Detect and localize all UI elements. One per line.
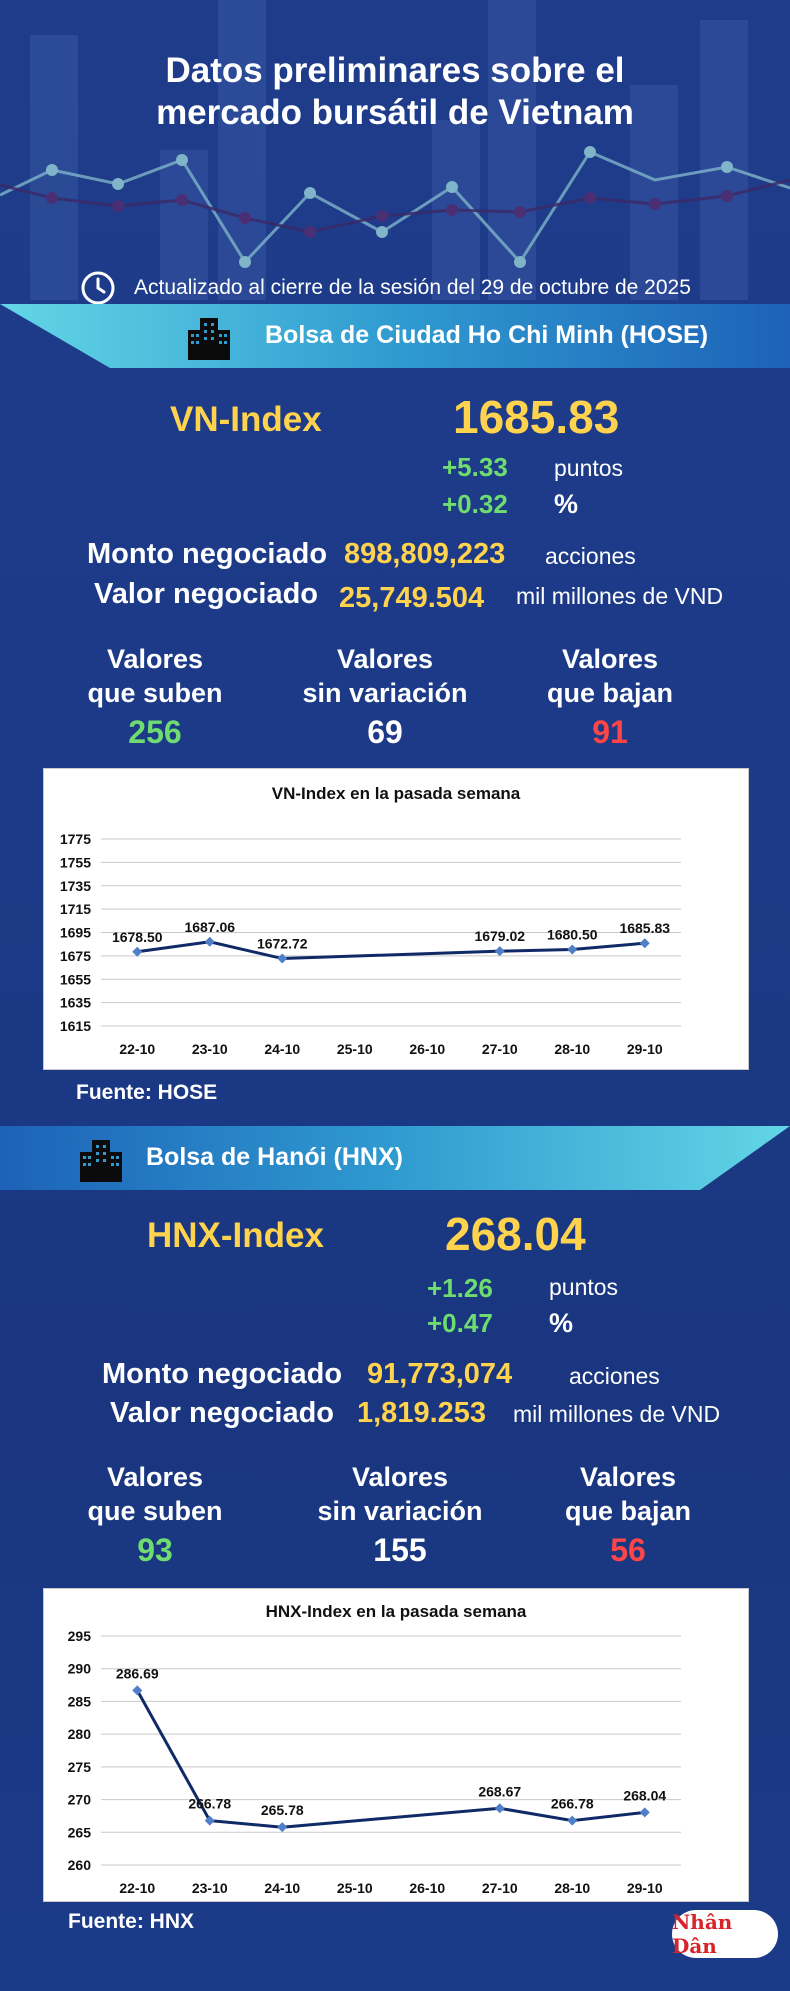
vn-stat-flat-label-1: Valores	[336, 644, 434, 674]
vn-ytick-label: 1675	[59, 947, 91, 964]
vn-data-point	[132, 947, 142, 957]
hnx-stat-flat-label-2: sin variación	[317, 1496, 483, 1526]
hnx-source: Fuente: HNX	[68, 1910, 194, 1933]
hnx-stat-flat-label-1: Valores	[351, 1462, 449, 1492]
vn-index-chart-svg	[44, 769, 748, 1069]
hnx-xtick-label: 24-10	[264, 1880, 301, 1896]
page-title	[0, 50, 790, 134]
hnx-stat-down-label-2: que bajan	[564, 1496, 692, 1526]
building-icon	[186, 314, 232, 360]
vn-value-value: 25,749.504	[339, 582, 485, 614]
vn-ytick-label: 1735	[59, 877, 91, 894]
vn-chart-title: VN-Index en la pasada semana	[271, 784, 521, 803]
hnx-value-value: 1,819.253	[357, 1397, 487, 1429]
vn-stat-down-label-1: Valores	[561, 644, 659, 674]
vn-stat-flat-count: 69	[367, 714, 403, 750]
hnx-data-label: 266.78	[550, 1795, 594, 1812]
hnx-index-value: 268.04	[445, 1208, 586, 1260]
hnx-percent-label: %	[549, 1308, 574, 1338]
hnx-stat-up-label-1: Valores	[106, 1462, 204, 1492]
vn-data-point	[640, 938, 650, 948]
vn-data-point	[495, 946, 505, 956]
vn-percent-label: %	[554, 489, 579, 519]
vn-xtick-label: 23-10	[191, 1041, 228, 1057]
vn-stat-up-label-1: Valores	[106, 644, 204, 674]
hnx-stat-up-label-2: que suben	[87, 1496, 223, 1526]
building-icon	[78, 1136, 124, 1182]
vn-index-value: 1685.83	[453, 391, 620, 443]
vn-index-chart	[43, 768, 749, 1070]
vn-points-label: puntos	[554, 455, 624, 481]
hose-band-title: Bolsa de Ciudad Ho Chi Minh (HOSE)	[265, 321, 709, 349]
vn-xtick-label: 26-10	[409, 1041, 446, 1057]
hnx-value-unit: mil millones de VND	[513, 1401, 721, 1427]
hnx-xtick-label: 22-10	[119, 1880, 156, 1896]
hnx-ytick-label: 265	[67, 1824, 91, 1841]
hnx-ytick-label: 295	[67, 1628, 91, 1644]
clock-icon	[80, 270, 116, 306]
hnx-band	[0, 1126, 790, 1190]
vn-xtick-label: 29-10	[626, 1041, 663, 1057]
vn-data-label: 1678.50	[111, 928, 163, 945]
hnx-data-point	[495, 1803, 505, 1813]
title-line-2: mercado bursátil de Vietnam	[156, 93, 634, 132]
vn-data-label: 1679.02	[474, 928, 526, 945]
hnx-ytick-label: 290	[67, 1660, 91, 1677]
vn-data-label: 1680.50	[546, 926, 598, 943]
hnx-ytick-label: 270	[67, 1791, 91, 1808]
vn-data-point	[567, 944, 577, 954]
hnx-data-point	[567, 1816, 577, 1826]
hnx-data-label: 266.78	[188, 1795, 232, 1812]
vn-data-label: 1672.72	[256, 935, 308, 952]
vn-change-percent: +0.32	[442, 489, 508, 519]
vn-xtick-label: 28-10	[554, 1041, 591, 1057]
hnx-index-chart-svg	[44, 1589, 748, 1901]
vn-xtick-label: 25-10	[336, 1041, 373, 1057]
hnx-xtick-label: 28-10	[554, 1880, 591, 1896]
hnx-points-label: puntos	[549, 1274, 619, 1300]
hnx-ytick-label: 285	[67, 1693, 91, 1710]
vn-xtick-label: 24-10	[264, 1041, 301, 1057]
hnx-stat-down-label-1: Valores	[579, 1462, 677, 1492]
hero-decoration	[0, 0, 790, 300]
updated-row	[80, 270, 691, 306]
vn-stat-flat-label-2: sin variación	[302, 678, 468, 708]
vn-ytick-label: 1695	[59, 924, 91, 941]
hnx-data-label: 286.69	[115, 1665, 159, 1682]
hnx-data-point	[640, 1807, 650, 1817]
hnx-stat-flat-count: 155	[373, 1532, 427, 1568]
vn-data-point	[277, 954, 287, 964]
vn-xtick-label: 27-10	[481, 1041, 518, 1057]
hnx-volume-unit: acciones	[569, 1363, 660, 1389]
vn-xtick-label: 22-10	[119, 1041, 156, 1057]
vn-data-label: 1685.83	[619, 920, 671, 937]
vn-stat-down	[495, 642, 725, 751]
nhan-dan-logo	[672, 1910, 778, 1958]
hnx-xtick-label: 29-10	[626, 1880, 663, 1896]
updated-text: Actualizado al cierre de la sesión del 29 de octubre de 2025	[134, 276, 691, 299]
vn-ytick-label: 1655	[59, 971, 91, 988]
hnx-chart-title: HNX-Index en la pasada semana	[265, 1602, 527, 1621]
vn-stat-down-label-2: que bajan	[546, 678, 674, 708]
hnx-data-point	[277, 1822, 287, 1832]
hnx-volume-value: 91,773,074	[367, 1358, 513, 1390]
hnx-band-title: Bolsa de Hanói (HNX)	[146, 1143, 403, 1171]
hnx-ytick-label: 275	[67, 1758, 91, 1775]
hnx-value-label: Valor negociado	[110, 1397, 334, 1429]
vn-stat-down-count: 91	[592, 714, 628, 750]
hnx-change-points: +1.26	[427, 1273, 493, 1303]
vn-volume-label: Monto negociado	[87, 538, 328, 570]
vn-data-label: 1687.06	[184, 918, 236, 935]
vn-ytick-label: 1615	[59, 1018, 91, 1034]
hnx-xtick-label: 26-10	[409, 1880, 446, 1896]
vn-stat-flat	[270, 642, 500, 751]
vn-stat-up-label-2: que suben	[87, 678, 223, 708]
vn-value-label: Valor negociado	[94, 578, 318, 610]
vn-value-unit: mil millones de VND	[516, 583, 724, 609]
hnx-change-percent: +0.47	[427, 1308, 493, 1338]
vn-ytick-label: 1775	[59, 831, 91, 847]
hnx-xtick-label: 27-10	[481, 1880, 518, 1896]
title-line-1: Datos preliminares sobre el	[165, 51, 625, 90]
hose-source: Fuente: HOSE	[76, 1081, 218, 1104]
vn-ytick-label: 1755	[59, 854, 91, 871]
vn-volume-unit: acciones	[545, 543, 636, 569]
vn-stat-up-count: 256	[128, 714, 182, 750]
hnx-xtick-label: 23-10	[191, 1880, 228, 1896]
vn-ytick-label: 1635	[59, 994, 91, 1011]
hnx-ytick-label: 260	[67, 1857, 91, 1873]
hnx-data-label: 268.04	[623, 1787, 667, 1804]
vn-ytick-label: 1715	[59, 901, 91, 918]
hnx-volume-label: Monto negociado	[102, 1358, 343, 1390]
vn-data-point	[205, 937, 215, 947]
hnx-xtick-label: 25-10	[336, 1880, 373, 1896]
hnx-index-chart	[43, 1588, 749, 1902]
logo-text: Nhân Dân	[672, 1910, 733, 1958]
hnx-ytick-label: 280	[67, 1726, 91, 1743]
hnx-stat-flat	[285, 1460, 515, 1569]
hose-band	[0, 304, 790, 368]
vn-volume-value: 898,809,223	[344, 538, 506, 570]
hnx-stat-up	[40, 1460, 270, 1569]
hnx-data-label: 268.67	[478, 1783, 522, 1800]
hnx-stat-down-count: 56	[610, 1532, 646, 1568]
vn-stat-up	[40, 642, 270, 751]
vn-change-points: +5.33	[442, 452, 508, 482]
vn-index-label: VN-Index	[170, 400, 322, 439]
hnx-stat-down	[513, 1460, 743, 1569]
hnx-index-label: HNX-Index	[147, 1216, 324, 1255]
hnx-data-label: 265.78	[260, 1802, 304, 1819]
hnx-stat-up-count: 93	[137, 1532, 173, 1568]
